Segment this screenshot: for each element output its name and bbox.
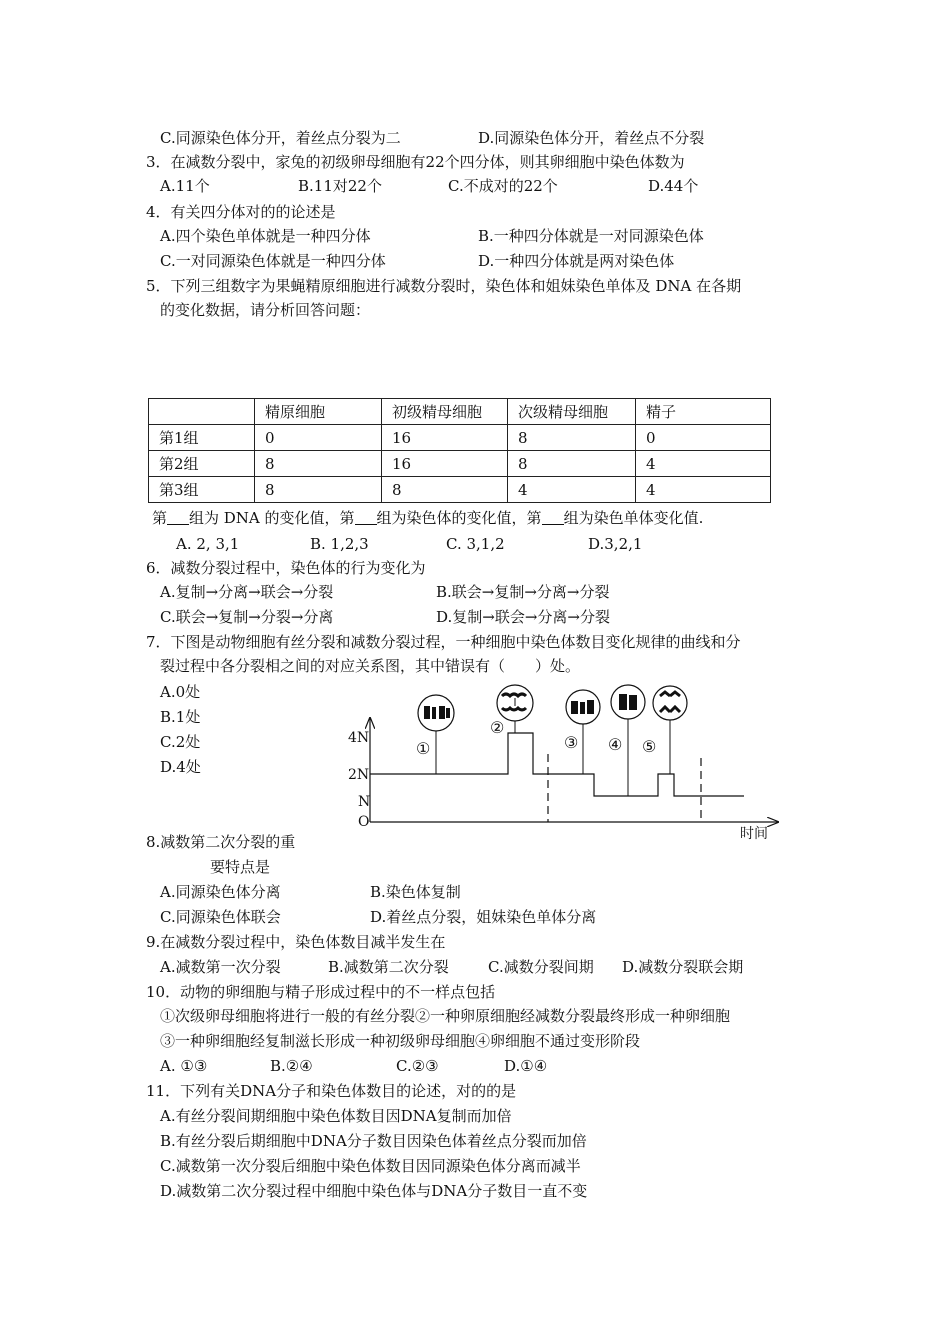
q7-option-d: D.4处 (160, 758, 201, 776)
y-label-2n: 2N (348, 767, 370, 783)
q10-option-b: B.②④ (270, 1057, 313, 1075)
q10-option-c: C.②③ (396, 1057, 439, 1075)
q11-option-a: A.有丝分裂间期细胞中染色体数目因DNA复制而加倍 (160, 1107, 512, 1125)
q10-statement-2: ③一种卵细胞经复制滋长形成一种初级卵母细胞④卵细胞不通过变形阶段 (160, 1032, 641, 1050)
q4-option-c: C.一对同源染色体就是一种四分体 (160, 252, 386, 270)
q7-option-b: B.1处 (160, 708, 201, 726)
table-cell: 4 (636, 477, 771, 503)
q5-text-3: 组为染色体的变化值，第 (376, 509, 542, 527)
question-7: 7．下图是动物细胞有丝分裂和减数分裂过程，一种细胞中染色体数目变化规律的曲线和分 (146, 633, 741, 651)
table-header-cell: 精子 (636, 399, 771, 425)
table-cell: 0 (636, 425, 771, 451)
q10-statement-1: ①次级卵母细胞将进行一般的有丝分裂②一种卵原细胞经减数分裂最终形成一种卵细胞 (160, 1007, 731, 1025)
q8-option-d: D.着丝点分裂，姐妹染色单体分离 (370, 908, 597, 926)
marker-5: ⑤ (642, 737, 657, 756)
q10-option-a: A. ①③ (160, 1057, 208, 1075)
table-row (149, 477, 771, 503)
data-table (148, 398, 771, 503)
table-cell: 第3组 (149, 477, 255, 503)
table-cell: 第2组 (149, 451, 255, 477)
q8-option-c: C.同源染色体联会 (160, 908, 281, 926)
table-cell: 16 (382, 425, 508, 451)
marker-2: ② (490, 718, 505, 737)
q4-option-d: D.一种四分体就是两对染色体 (478, 252, 675, 270)
table-cell: 16 (382, 451, 508, 477)
q3-option-d: D.44个 (648, 177, 699, 195)
answer-blank[interactable] (355, 510, 377, 525)
q11-option-b: B.有丝分裂后期细胞中DNA分子数目因染色体着丝点分裂而加倍 (160, 1132, 587, 1150)
table-row (149, 451, 771, 477)
q8-option-a: A.同源染色体分离 (160, 883, 281, 901)
table-cell: 8 (508, 451, 636, 477)
table-header-cell: 次级精母细胞 (508, 399, 636, 425)
table-cell: 8 (255, 477, 382, 503)
question-8: 8.减数第二次分裂的重 (146, 833, 296, 851)
q5-fill-in-sentence (152, 508, 703, 528)
table-cell: 0 (255, 425, 382, 451)
q2-option-c: C.同源染色体分开，着丝点分裂为二 (160, 129, 401, 147)
question-5-cont: 的变化数据，请分析回答问题： (160, 301, 371, 319)
question-10: 10．动物的卵细胞与精子形成过程中的不一样点包括 (146, 983, 496, 1001)
table-row (149, 425, 771, 451)
cell-icon (611, 685, 645, 719)
cell-icon (418, 695, 454, 731)
q9-option-a: A.减数第一次分裂 (160, 958, 281, 976)
table-header-cell: 精原细胞 (255, 399, 382, 425)
q4-option-b: B.一种四分体就是一对同源染色体 (478, 227, 704, 245)
q9-option-b: B.减数第二次分裂 (328, 958, 449, 976)
q5-option-a: A. 2, 3,1 (176, 535, 240, 553)
x-axis-label: 时间 (740, 826, 768, 842)
marker-3: ③ (564, 733, 579, 752)
question-6: 6．减数分裂过程中，染色体的行为变化为 (146, 559, 426, 577)
q4-option-a: A.四个染色单体就是一种四分体 (160, 227, 371, 245)
q11-option-c: C.减数第一次分裂后细胞中染色体数目因同源染色体分离而减半 (160, 1157, 581, 1175)
table-cell: 4 (508, 477, 636, 503)
q5-option-c: C. 3,1,2 (446, 535, 505, 553)
table-header-cell (149, 399, 255, 425)
q11-option-d: D.减数第二次分裂过程中细胞中染色体与DNA分子数目一直不变 (160, 1182, 588, 1200)
y-label-4n: 4N (348, 730, 370, 746)
question-9: 9.在减数分裂过程中，染色体数目减半发生在 (146, 933, 446, 951)
q5-option-d: D.3,2,1 (588, 535, 643, 553)
table-cell: 8 (255, 451, 382, 477)
cell-icon (497, 685, 533, 721)
q6-option-a: A.复制→分离→联会→分裂 (160, 583, 334, 601)
q5-text-1: 第 (152, 509, 168, 527)
question-8-cont: 要特点是 (210, 858, 271, 876)
y-label-n: N (358, 794, 371, 810)
q9-option-d: D.减数分裂联会期 (622, 958, 744, 976)
q6-option-c: C.联会→复制→分裂→分离 (160, 608, 334, 626)
q3-option-a: A.11个 (160, 177, 210, 195)
q3-option-c: C.不成对的22个 (448, 177, 558, 195)
answer-blank[interactable] (542, 510, 564, 525)
q8-option-b: B.染色体复制 (370, 883, 461, 901)
question-3: 3．在减数分裂中，家兔的初级卵母细胞有22个四分体，则其卵细胞中染色体数为 (146, 153, 685, 171)
cell-icon (566, 690, 600, 724)
q2-option-d: D.同源染色体分开，着丝点不分裂 (478, 129, 705, 147)
q3-option-b: B.11对22个 (298, 177, 382, 195)
q9-option-c: C.减数分裂间期 (488, 958, 594, 976)
q5-text-4: 组为染色单体变化值. (563, 509, 704, 527)
q6-option-d: D.复制→联会→分离→分裂 (436, 608, 610, 626)
question-5: 5．下列三组数字为果蝇精原细胞进行减数分裂时，染色体和姐妹染色单体及 DNA 在各期 (146, 277, 742, 295)
q6-option-b: B.联会→复制→分离→分裂 (436, 583, 610, 601)
q7-option-c: C.2处 (160, 733, 201, 751)
table-cell: 8 (382, 477, 508, 503)
marker-1: ① (416, 739, 431, 758)
table-header-cell: 初级精母细胞 (382, 399, 508, 425)
q5-text-2: 组为 DNA 的变化值，第 (189, 509, 355, 527)
question-11: 11．下列有关DNA分子和染色体数目的论述，对的的是 (146, 1082, 517, 1100)
table-cell: 8 (508, 425, 636, 451)
question-7-cont: 裂过程中各分裂相之间的对应关系图，其中错误有（ ）处。 (160, 657, 581, 675)
table-header-row (149, 399, 771, 425)
table-cell: 第1组 (149, 425, 255, 451)
answer-blank[interactable] (167, 510, 189, 525)
cell-icon (653, 686, 687, 720)
q10-option-d: D.①④ (504, 1057, 548, 1075)
marker-4: ④ (608, 735, 623, 754)
question-4: 4．有关四分体对的的论述是 (146, 203, 336, 221)
chromosome-diagram (340, 682, 790, 842)
y-label-o: O (358, 814, 370, 830)
q5-option-b: B. 1,2,3 (310, 535, 369, 553)
q7-option-a: A.0处 (160, 683, 201, 701)
table-cell: 4 (636, 451, 771, 477)
